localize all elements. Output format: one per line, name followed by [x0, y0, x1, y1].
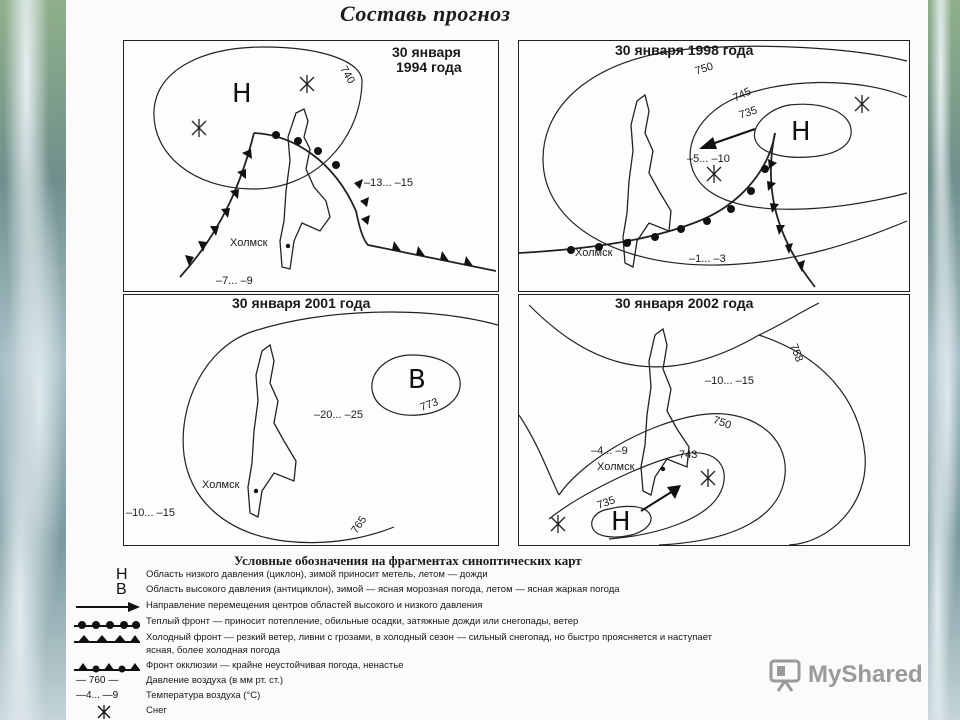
- isobar-743: [549, 453, 724, 539]
- map-2001-drawing: [124, 295, 498, 545]
- snow-icon: [707, 165, 721, 183]
- legend-symbol-isobar: — 760 —: [76, 675, 119, 686]
- cold-front: [771, 133, 815, 287]
- legend-item-low-pressure: [72, 566, 928, 583]
- cold-front-icon: [72, 632, 142, 646]
- cyclone-center-label: Н: [791, 117, 811, 147]
- legend-item-warm-front: [72, 616, 928, 630]
- legend-item-high-pressure: [72, 581, 928, 598]
- city-label-kholmsk: Холмск: [230, 237, 268, 249]
- temperature-label: –5... –10: [687, 153, 730, 165]
- snow-icon: [551, 515, 565, 533]
- temperature-label: –10... –15: [705, 375, 754, 387]
- warm-front: [519, 133, 775, 253]
- isobar-label: 743: [679, 449, 698, 461]
- map-1994-drawing: [124, 41, 498, 291]
- isobar-label: 765: [348, 514, 370, 536]
- legend-text: Температура воздуха (°С): [146, 690, 261, 701]
- map-1998-title: 30 января 1998 года: [615, 42, 754, 58]
- synoptic-map-2001: [123, 294, 499, 546]
- synoptic-map-1994: [123, 40, 499, 292]
- snow-icon: [855, 95, 869, 113]
- legend-text: Фронт окклюзии — крайне неустойчивая погода, ненастье: [146, 660, 404, 671]
- snow-icon: [192, 119, 206, 137]
- legend-symbol-low: Н: [116, 566, 128, 583]
- isobar-label: 740: [337, 64, 357, 86]
- synoptic-map-1998: [518, 40, 910, 292]
- page-title: Составь прогноз: [340, 1, 511, 26]
- occluded-front-east: [254, 133, 496, 271]
- city-label-kholmsk: Холмск: [575, 247, 613, 259]
- city-label-kholmsk: Холмск: [202, 479, 240, 491]
- map-1994-title-line1: 30 января: [392, 44, 461, 60]
- legend-symbol-temperature: —4... —9: [76, 690, 119, 701]
- legend-item-direction-arrow: [72, 600, 928, 614]
- synoptic-map-2002: [518, 294, 910, 546]
- isobar-label: 750: [693, 60, 715, 78]
- temperature-label: –1... –3: [689, 253, 726, 265]
- map-1994-title-line2: 1994 года: [396, 59, 462, 75]
- occlusion-front-icon: [72, 660, 142, 674]
- map-2002-title: 30 января 2002 года: [615, 295, 754, 311]
- watermark-text: MyShared: [808, 661, 923, 688]
- legend-item-snow: [72, 705, 928, 719]
- city-dot-kholmsk: [661, 467, 665, 471]
- city-dot-kholmsk: [627, 239, 631, 243]
- temperature-label: –7... –9: [216, 275, 253, 287]
- legend-text: ясная, более холодная погода: [146, 645, 280, 656]
- city-label-kholmsk: Холмск: [597, 461, 635, 473]
- legend-text: Область низкого давления (циклон), зимой приносит метель, летом — дожди: [146, 569, 488, 580]
- sakhalin-island: [641, 329, 689, 495]
- cyclone-center-label: Н: [611, 507, 631, 537]
- isobar-label: 773: [418, 396, 440, 414]
- isobar-758: [529, 303, 865, 545]
- legend-text: Область высокого давления (антициклон), зимой — ясная морозная погода, летом — ясная жаркая погода: [146, 584, 620, 595]
- isobar-label: 735: [737, 104, 759, 122]
- legend-text: Снег: [146, 705, 167, 716]
- legend-title: Условные обозначения на фрагментах синоптических карт: [234, 553, 582, 568]
- isobar-740: [154, 47, 362, 189]
- movement-arrow-icon: [641, 485, 681, 511]
- myshared-watermark: [768, 656, 928, 696]
- snow-icon: [701, 469, 715, 487]
- temperature-label: –10... –15: [126, 507, 175, 519]
- front-triangles: [767, 159, 805, 272]
- arrow-right-icon: [72, 600, 142, 614]
- background-right: [928, 0, 960, 720]
- cold-front-west: [180, 133, 254, 277]
- legend-text: Теплый фронт — приносит потепление, обильные осадки, затяжные дожди или снегопады, ветер: [146, 616, 579, 627]
- background-left: [0, 0, 66, 720]
- isobar-label: 735: [595, 494, 617, 512]
- temperature-label: –4... –9: [591, 445, 628, 457]
- temperature-label: –20... –25: [314, 409, 363, 421]
- city-dot-kholmsk: [286, 244, 290, 248]
- warm-front-icon: [72, 616, 142, 630]
- front-semicircles: [567, 165, 769, 254]
- snow-icon: [300, 75, 314, 93]
- snow-icon: [72, 705, 142, 719]
- anticyclone-center-label: В: [408, 365, 426, 395]
- city-dot-kholmsk: [254, 489, 258, 493]
- isobar-765: [183, 312, 498, 543]
- legend-text: Давление воздуха (в мм рт. ст.): [146, 675, 284, 686]
- cyclone-center-label: Н: [232, 79, 252, 109]
- legend-text: Направление перемещения центров областей высокого и низкого давления: [146, 600, 483, 611]
- map-2001-title: 30 января 2001 года: [232, 295, 371, 311]
- movement-arrow-icon: [699, 129, 755, 149]
- isobar-label: 745: [731, 85, 754, 105]
- temperature-label: –13... –15: [364, 177, 413, 189]
- isobar-label: 750: [711, 414, 733, 432]
- projector-icon: [768, 658, 804, 692]
- legend-text: Холодный фронт — резкий ветер, ливни с грозами, в холодный сезон — сильный снегопад, но быстро проясняется и наступает: [146, 632, 713, 643]
- legend-symbol-high: В: [116, 581, 127, 598]
- legend-item-cold-front: [72, 632, 928, 646]
- isobar-label: 758: [787, 342, 805, 364]
